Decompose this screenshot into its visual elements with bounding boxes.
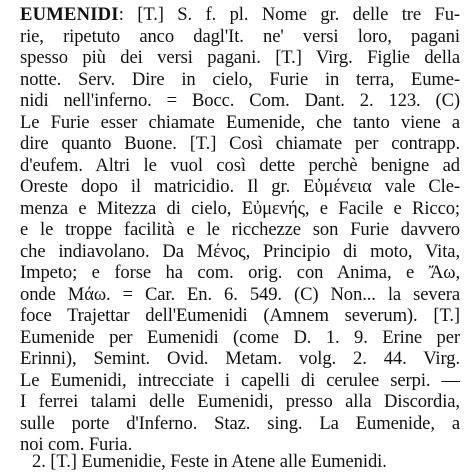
entry-line-18: Le Eumenidi, intrecciate i capelli di cerulee serpi. — <box>20 369 460 391</box>
entry-line-4: notte. Serv. Dire in cielo, Furie in terra, Eume- <box>20 68 460 90</box>
headword: EUMENIDI <box>20 4 119 25</box>
entry-line-21: noi com. Furia. <box>20 434 133 455</box>
entry-line-1: EUMENIDI: [T.] S. f. pl. Nome gr. delle tre Fu- <box>20 4 460 25</box>
entry-line-9: Oreste dopo il matricidio. Il gr. Εὐμένεια vale Cle- <box>20 176 460 197</box>
entry-line-17: Erinni), Semint. Ovid. Metam. volg. 2. 44. Virg. <box>20 348 460 369</box>
entry-line-14: onde Μάω. = Car. En. 6. 549. (C) Non... la severa <box>20 283 460 305</box>
entry-line-7: dire quanto Buone. [T.] Così chiamate per contrapp. <box>20 133 460 154</box>
entry-line-11: e le troppe facilità e le ricchezze son Furie davvero <box>20 219 460 240</box>
entry-line-13: Impeto; e forse ha com. orig. con Anima, e Ἄω, <box>20 262 460 283</box>
entry-line-22: 2. [T.] Eumenidie, Feste in Atene alle Eumenidi. <box>32 451 387 472</box>
entry-line-3: spesso più dei versi pagani. [T.] Virg. Figlie della <box>20 47 460 68</box>
entry-line-8: d'eufem. Altri le vuol così dette perchè benigne ad <box>20 154 460 176</box>
entry-line-2: rie, ripetuto anco dagl'It. ne' versi loro, pagani <box>20 25 460 47</box>
entry-line-19: I ferrei talami delle Eumenidi, presso alla Discordia, <box>20 391 460 412</box>
entry-line-6: Le Furie esser chiamate Eumenide, che tanto viene a <box>20 111 460 133</box>
entry-line-20: sulle porte d'Inferno. Staz. sing. La Eumenide, a <box>20 412 460 434</box>
entry-line-16: Eumenide per Eumenidi (come D. 1. 9. Erine per <box>20 326 460 348</box>
entry-line-15: foce Trajettar dell'Eumenidi (Amnem severum). [T.] <box>20 305 460 326</box>
entry-line-5: nidi nell'inferno. = Bocc. Com. Dant. 2. 123. (C) <box>20 90 460 111</box>
entry-line-10: menza e Mitezza di cielo, Εὐμενής, e Facile e Ricco; <box>20 197 460 219</box>
entry-line-12: che indiavolano. Da Μένος, Principio di moto, Vita, <box>20 240 460 262</box>
